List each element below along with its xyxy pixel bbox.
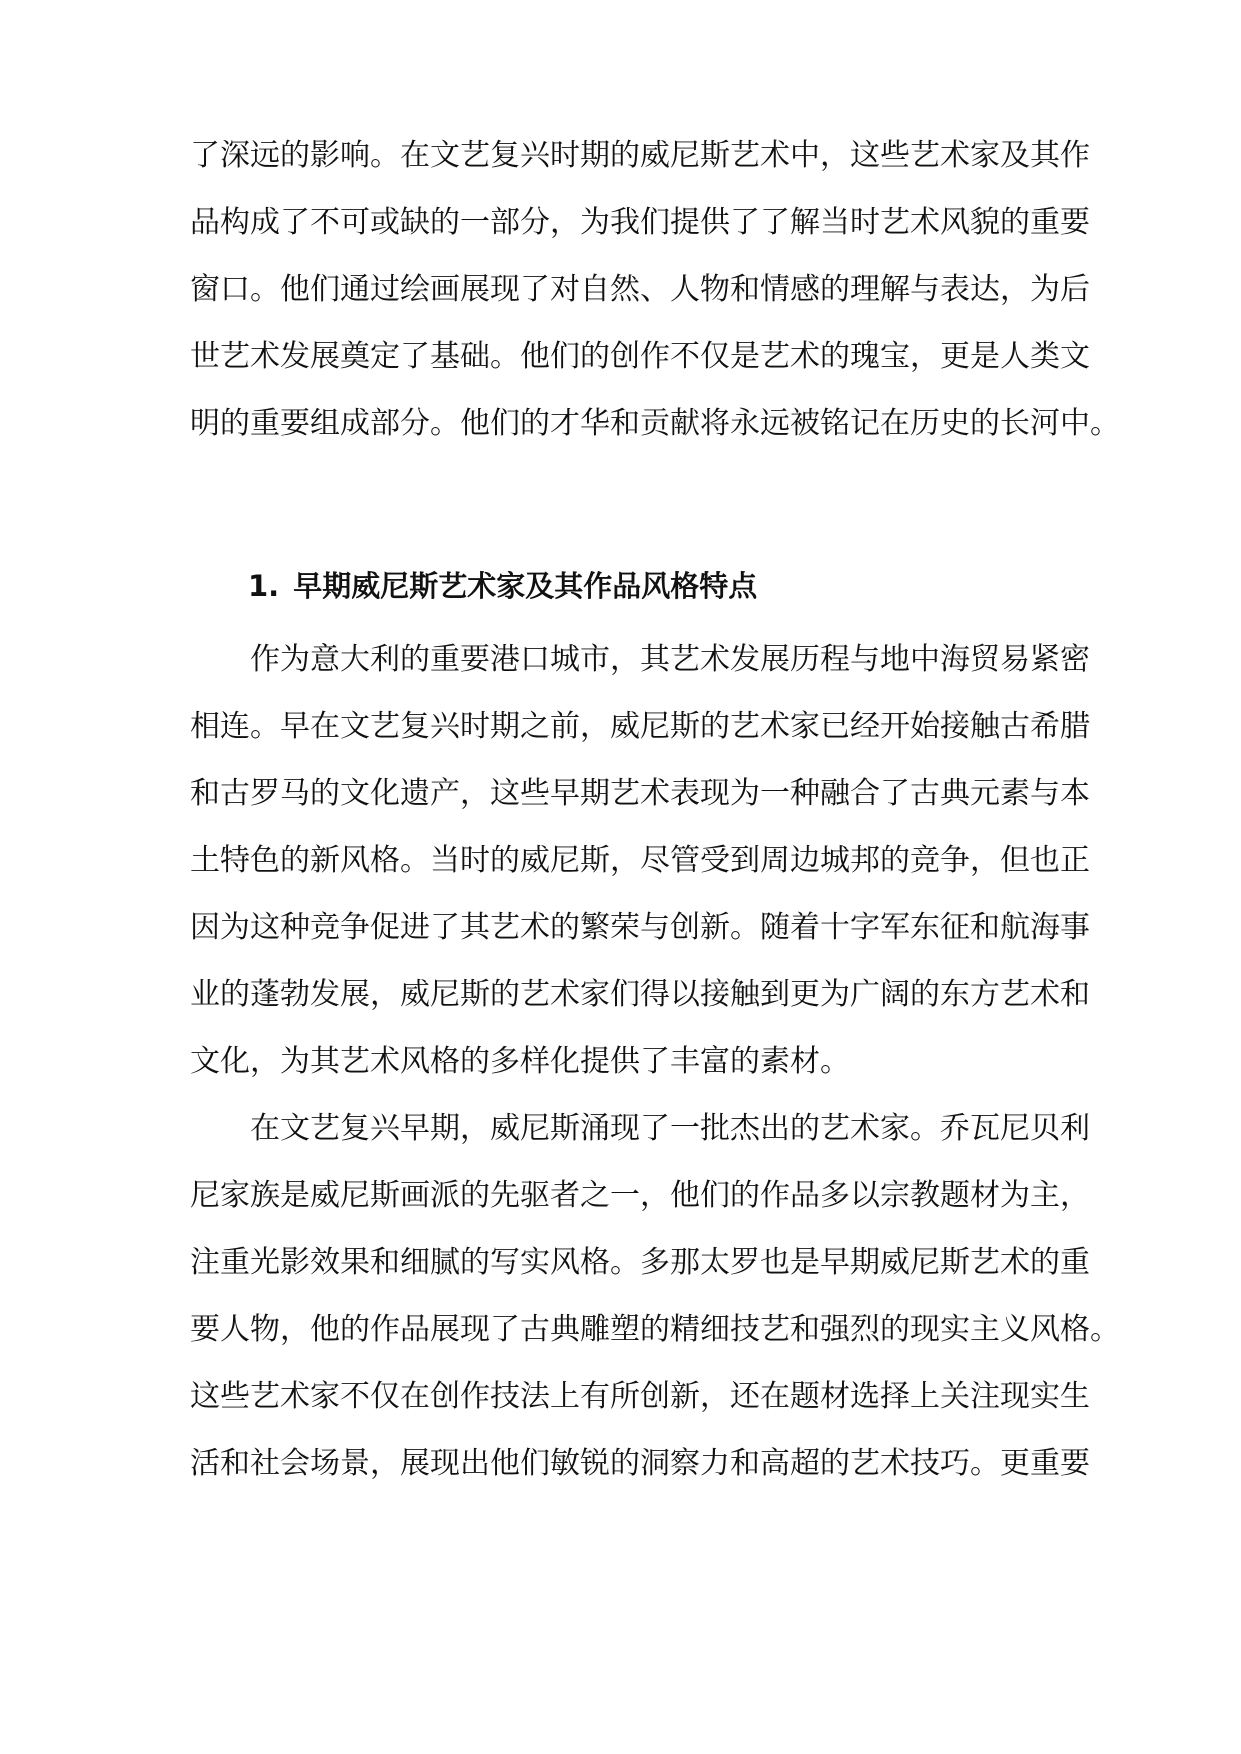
text-line: 在文艺复兴早期，威尼斯涌现了一批杰出的艺术家。乔瓦尼贝利 [250, 1111, 1090, 1146]
section-heading [248, 566, 757, 606]
text-line: 业的蓬勃发展，威尼斯的艺术家们得以接触到更为广阔的东方艺术和 [190, 977, 1090, 1012]
text-line: 相连。早在文艺复兴时期之前，威尼斯的艺术家已经开始接触古希腊 [190, 709, 1090, 744]
text-line: 明的重要组成部分。他们的才华和贡献将永远被铭记在历史的长河中。 [190, 406, 1120, 441]
text-line: 窗口。他们通过绘画展现了对自然、人物和情感的理解与表达，为后 [190, 272, 1090, 307]
text-line: 因为这种竞争促进了其艺术的繁荣与创新。随着十字军东征和航海事 [190, 910, 1090, 945]
text-line: 这些艺术家不仅在创作技法上有所创新，还在题材选择上关注现实生 [190, 1379, 1090, 1414]
text-line: 世艺术发展奠定了基础。他们的创作不仅是艺术的瑰宝，更是人类文 [190, 339, 1090, 374]
text-line: 要人物，他的作品展现了古典雕塑的精细技艺和强烈的现实主义风格。 [190, 1312, 1120, 1347]
section-title: 早期威尼斯艺术家及其作品风格特点 [293, 569, 758, 603]
text-line: 注重光影效果和细腻的写实风格。多那太罗也是早期威尼斯艺术的重 [190, 1245, 1090, 1280]
section-number: 1. [248, 569, 280, 603]
text-line: 活和社会场景，展现出他们敏锐的洞察力和高超的艺术技巧。更重要 [190, 1446, 1090, 1481]
text-line: 文化，为其艺术风格的多样化提供了丰富的素材。 [190, 1044, 850, 1079]
text-line: 品构成了不可或缺的一部分，为我们提供了了解当时艺术风貌的重要 [190, 205, 1090, 240]
text-line: 和古罗马的文化遗产，这些早期艺术表现为一种融合了古典元素与本 [190, 776, 1090, 811]
text-line: 土特色的新风格。当时的威尼斯，尽管受到周边城邦的竞争，但也正 [190, 843, 1090, 878]
text-line: 尼家族是威尼斯画派的先驱者之一，他们的作品多以宗教题材为主， [190, 1178, 1090, 1213]
text-line: 了深远的影响。在文艺复兴时期的威尼斯艺术中，这些艺术家及其作 [190, 138, 1090, 173]
text-line: 作为意大利的重要港口城市，其艺术发展历程与地中海贸易紧密 [250, 642, 1090, 677]
